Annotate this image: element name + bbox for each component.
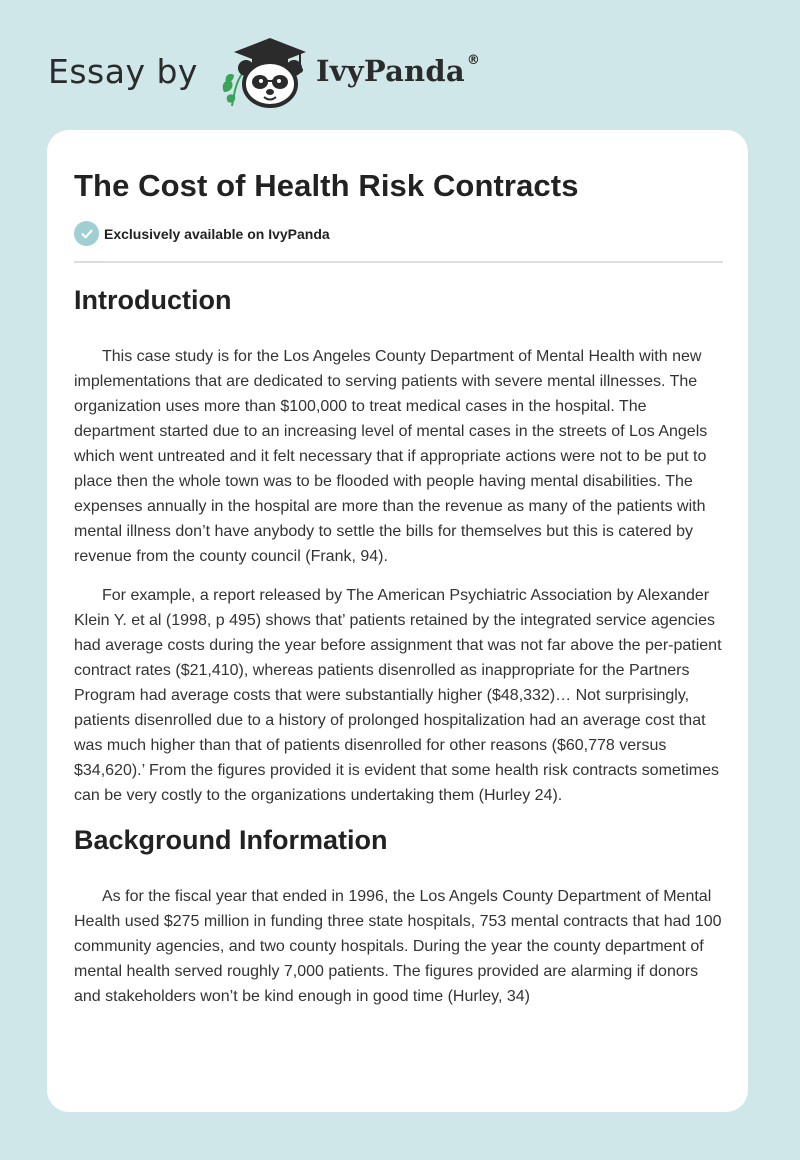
brand-name[interactable] bbox=[316, 54, 480, 88]
article-body bbox=[74, 282, 724, 1023]
paragraph: This case study is for the Los Angeles County Department of Mental Health with new implementations that are dedicated to serving patients with severe mental illnesses. The organization uses more than $100,000 to treat medical cases in the hospital. The department started due to an increasing level of mental cases in the streets of Los Angels which went untreated and it felt necessary that if appropriate actions were not to be put to place then the whole town was to be flooded with people having mental disabilities. The expenses annually in the hospital are more than the revenue as many of the patients with mental illness don’t have anybody to settle the bills for themselves but this is catered by revenue from the county council (Frank, 94). bbox=[74, 348, 708, 565]
page-title: The Cost of Health Risk Contracts bbox=[74, 168, 579, 203]
exclusive-badge-label: Exclusively available on IvyPanda bbox=[104, 225, 330, 242]
brand-name-text: IvyPanda bbox=[315, 54, 465, 88]
panda-logo-icon[interactable] bbox=[216, 34, 312, 108]
section-heading-introduction: Introduction bbox=[74, 285, 232, 315]
article-card bbox=[47, 130, 748, 1112]
section-heading-background: Background Information bbox=[74, 825, 388, 855]
checkmark-icon bbox=[74, 221, 99, 246]
registered-mark: ® bbox=[466, 53, 481, 69]
paragraph: As for the fiscal year that ended in 1996, the Los Angels County Department of Mental Health used $275 million in funding three state hospitals, 753 mental contracts that had 100 community agencies, and two county hospitals. During the year the county department of mental health served roughly 7,000 patients. The figures provided are alarming if donors and stakeholders won’t be kind enough in good time (Hurley, 34) bbox=[74, 888, 722, 1005]
brand-prefix: Essay by bbox=[48, 51, 198, 91]
paragraph: For example, a report released by The American Psychiatric Association by Alexander Klein Y. et al (1998, p 495) shows that’ patients retained by the integrated service agencies had average costs during the year before assignment that was not far above the per-patient contract rates ($21,410), whereas patients disenrolled as inappropriate for the Partners Program had average costs that were substantially higher ($48,332)… Not surprisingly, patients disenrolled due to a history of prolonged hospitalization had an average cost that was much higher than that of patients disenrolled for other reasons ($60,778 versus $34,620).’ From the figures provided it is evident that some health risk contracts sometimes can be very costly to the organizations undertaking them (Hurley 24). bbox=[74, 587, 722, 804]
site-header bbox=[48, 34, 480, 108]
exclusive-badge bbox=[74, 221, 330, 246]
divider bbox=[74, 261, 723, 263]
